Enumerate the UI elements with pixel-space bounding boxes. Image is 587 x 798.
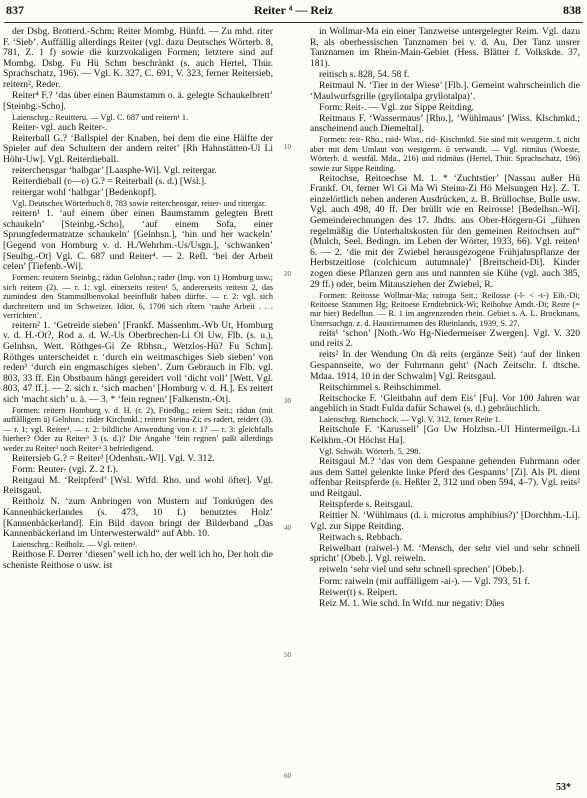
entry-paragraph: Reitmaul N. ‘Tier in der Wiese’ [Flb.]. Gemeint wahrscheinlich die ‘Maulwurfsgrille (gryllotalpa gryllotalpa)’. [310,79,580,102]
entry-paragraph: Reitochse, Reitoechse M. 1. * ‘Zuchtstier’ [Nassau außer Hü Frankf. Ot, ferner Wl Gi Ma Wi Steina-Zi Hö Melsungen Hz]. Z. T. einzelörtlich neben anderen Ausdrücken, z. B. Brüllochse, Bulle usw. Vgl. auch 498, 40 ff. Der brüllt wie en Reirosse! [Bedelhsn.-Wi]. Gemeinderechnungen des 17. Jhdts. aus Ober-Hörgern-Gi „führen regelmäßig die Unterhaltskosten für den gemeinen Reitochsen auf“ (Mulch, Seel. Bedingn. im Leben der Wörter, 1933, 66). Vgl. reiten¹ 6. — 2. ‘die mit der Zwiebel herausgezogene Frühjahrspflanze der Herbstzeitlose (colchicum autumnale)’ [Breitscheid-Di]. Kinder zogen diese Pflanzen gern aus und nannten sie Kühe (vgl. auch 385, 29 ff.) oder, beim Mitausziehen der Zwiebel, R. [310,172,580,290]
entry-paragraph: Reiter- vgl. auch Reiter-. [12,121,108,133]
entry-paragraph: Reitgaul M. ‘Reitpferd’ [Wsl. Wtfd. Rho. und wohl öfter]. Vgl. Reitsgaul. [3,474,273,497]
entry-paragraph: Reitschocke F. ‘Gleitbahn auf dem Eis’ [Fu]. Vor 100 Jahren war angeblich in Stadt Fulda dafür Schawei (s. d.) gebräuchlich. [310,392,580,415]
entry-paragraph: Reiwelbart (raiwel-) M. ‘Mensch, der sehr viel und sehr schnell spricht’ [Obeb.]. Vgl. reiweln. [310,542,580,565]
entry-paragraph: Formen: reuitern Steinbg.; rädun Gelnhsn.; rader (Imp. von 1) Homburg usw.; sich reitern (2). — r. 1: vgl. einerseits reiten¹ 5, andererseits reitein 2, das zumindest den Stammsilbenvokal beeinflußt haben dürfte. — r. 2: vgl. sich durchreitern und im Schweizer. Idiot. 6, 1706 sich rîtern ‘rauhe Arbeit . . . verrichten’. [3,273,273,320]
entry-paragraph: Reiterdieball (ʋ—ʋ) G.? = Reiterball (s. d.) [Wsl.]. [12,176,207,188]
entry-paragraph: Laienschrg.: Redholz. — Vgl. reiten². [12,540,138,550]
entry-paragraph: reits² In der Wendung On dä reits (ergänze Seit) ‘auf der linken Gespannseite, wo der Fuhrmann geht’ (Nach Zeitschr. f. dtsche. Mdaa. 1914, 10 in der Schwalm] Vgl. Reitsgaul. [310,349,580,382]
entry-paragraph: Reiterball G.? ‘Ballspiel der Knaben, bei dem die eine Hälfte der Spieler auf den Schultern der andern reitet’ [Rh Hahnstätten-Ul Li Höhr-Uw]. Vgl. Reiterdieball. [3,132,273,165]
right-column [310,27,580,793]
entry-paragraph: reits¹ ‘schon’ [Noth.-Wo Hg-Niedermeiser Zwergen]. Vgl. V. 320 und reits 2. [310,327,580,350]
entry-paragraph: Reiter⁴ F.? ‘das über einen Baumstamm o. ä. gelegte Schaukelbrett’ [Steinbg.-Scho]. [3,90,273,112]
left-page-number: 837 [6,3,24,17]
left-column [3,27,273,793]
entry-paragraph: Form: Reit-. — Vgl. zur Sippe Reitding. [319,101,475,113]
entry-paragraph: Formen: Reitosse Wollmar-Ma; rairoga Seit.; Reilosse (-l- < -t-) Eib.-Di; Reitoese Stammen Hg; Reitoese Erndtebrück-Wi; Reihohse Amdt.-Di; Reire (= nur hier) Bedelhsn. — R. 1 im angrenzenden rhein. Gebiet s. A. L. Brockmans, Untersuchgn. z. d. Haustiernamen des Rheinlands, 1939, S. 27. [310,290,580,328]
entry-paragraph: in Wollmar-Ma ein einer Tanzweise untergelegter Reim. Vgl. dazu R, als oberhessischen Tanznamen bei v. d. Au, Der Tanz unsrer Tanznamen im Rhein-Main-Gebiet (Hess. Blätter f. Volkskde. 37, 181). [310,27,580,69]
entry-paragraph: Reitholz N. ‘zum Anbringen von Mustern auf Tonkrügen des Kannenbäckerlandes (s. 473, 10 f.) benutztes Holz’ [Kannenbäckerland]. Ein Bild davon bringt der Bilderband „Das Kannenbäckerland im Unterwesterwald“ auf Abb. 10. [3,496,273,540]
entry-paragraph: reitern² 1. ‘Getreide sieben’ [Frankf. Massenhm.-Wb Ut, Homburg v. d. H.-Ot?, Rod a. d. W.-Us Oberbrechen-Li Ol Uw, Flb. (s. u.), Gelnhsn, Wett. Röthges-Gi Ze Rbhsn., Wetzlos-Hü? Fu Schm]. Röthges unterscheidet r. ‘durch ein weitmaschiges Sieb sieben’ von reden³ ‘durch ein engmaschiges sieben’. Zum Gebrauch in Flb. vgl. 803, 33 ff. Ein Obstbaum hängt gereidert voll ‘dicht voll’ [Wett. Vgl. 803, 47 ff.]. — 2. sich r. ‘sich machen’ [Homburg v. d. H.]. Es reitert sich ‘macht sich’ u. ä. — 3. * ‘fein regnen’ [Falkenstn.-Ot]. [3,319,273,405]
entry-paragraph: Reitmaus F. ‘Wassermaus’ [Rho.], ‘Wühlmaus’ [Wiss. Klschmkd.; anscheinend auch Diemeltal]. [310,112,580,135]
entry-paragraph: reitergar wohl ‘halbgar’ [Bedenkopf]. [12,187,157,199]
line-number: 50 [284,651,291,659]
entry-paragraph: reiweln ‘sehr viel und sehr schnell sprechen’ [Obeb.]. [319,564,525,576]
entry-paragraph: Reiz M. 1. Wie schd. In Wtfd. nur negativ: Dåes [319,597,505,609]
entry-paragraph: reitisch s. 828, 54. 58 f. [319,68,410,80]
running-header [6,3,581,21]
entry-paragraph: Reithose F. Derrer ‘diesen’ well ich ho, der well ich ho, Der holt die scheniste Reithose o usw. ist [3,549,273,571]
header-rule [4,22,583,23]
running-title: Reiter ⁴ — Reiz [253,3,333,17]
line-number: 40 [284,524,291,532]
line-number: 10 [284,143,291,151]
entry-paragraph: Reitschimmel s. Reihschimmel. [319,381,442,393]
right-page-number: 838 [563,3,581,17]
entry-paragraph: Form: Reuter- (vgl. Z. 2 f.). [12,463,119,475]
line-number: 60 [284,772,291,780]
entry-paragraph: Reitersieb G.? = Reiter³ [Odenhsn.-Wl]. Vgl. V. 312. [12,452,215,464]
entry-paragraph: reiterchensgar ‘halbgar’ [Laasphe-Wi]. Vgl. reitergar. [12,165,217,177]
entry-paragraph: Laienschrg.: Reuitteru. — Vgl. C. 687 und reitern¹ 1. [12,112,189,122]
entry-paragraph: Reitsgaul M.? ‘das von dem Gespanne gehenden Fuhrmann oder aus dem Sattel gelenkte linke Pferd des Gespanns’ [Zi]. Als Pl. dient offenbar Reitspferde (s. Heßler 2, 312 und oben 594, 4–7). Vgl. reits² und Reitgaul. [310,455,580,499]
entry-paragraph: Vgl. Deutsches Wörterbuch 8, 783 sowie reiterchensgar, reiter- und rittergar. [12,199,267,209]
entry-paragraph: Reitschule F. ‘Karussell’ [Go Uw Holzhsn.-Ul Hintermeilgn.-Li Kelkhm.-Ot Höchst Ha]. [310,424,580,446]
entry-paragraph: Reitspferde s. Reitsgaul. [319,498,413,510]
entry-paragraph: der Dsbg. Brotterd.-Schm; Reiter Mombg. Hünfd. — Zu mhd. riter F. ‘Sieb’. Auffällig allerdings Reiter (vgl. dazu Deutsches Wörterb. 8, 781, Z. 1 f) sowie die kurzvokaligen Formen; letztere sind auf Mombg. Dsbg. Fu Hü Schm beschränkt (s. auch Hertel, Thür. Sprachschatz, 196). — Vgl. K. 327, C. 691, V. 323, ferner Reitersieb, reitern², Reder. [3,27,273,90]
entry-paragraph: Formen: reit- Rho., raid- Wiss., rid- Kischmkd. Sie sind mit westgerm. ī, nicht aber mit dem Umlaut von westgerm. ū verwandt. — Vgl. ritmäus (Woeste, Wörterb. d. westfäl. Mda., 216) und ridmäus (Hertel, Thür. Sprachschatz, 196) sowie zur Sippe Reitding. [310,135,580,173]
entry-paragraph: reitern¹ 1. ‘auf einem über einen Baumstamm gelegten Brett schaukeln’ [Steinbg.-Scho], ‘auf einem Sofa, einer Sprungfedermatratze schaukeln’ [Gelnhsn.], ‘hin und her wackeln’ [Gegend von Homburg v. d. H./Wehrhm.-Us/Usgn.], ‘schwanken’ [Seulbg.-Ot] Vgl. C. 687 und Reiter⁴. — 2. Refl. ‘bei der Arbeit celen’ [Tiefenb.-Wi]. [3,208,273,273]
entry-paragraph: Reitwach s. Rebbach. [319,531,403,543]
signature-mark: 53* [556,782,571,793]
line-number: 30 [284,397,291,405]
entry-paragraph: Laienschrg. Rietschock. — Vgl. V. 312, ferner Reite 1. [319,415,501,425]
entry-paragraph: Vgl. Schwäb. Wörterb. 5, 298. [319,447,421,457]
entry-paragraph: Formen: reitern Homburg v. d. H. (r. 2), Friedbg.; reiern Seit.; rädun (mit auffälligem ä) Gelnhsn.; räder Kirchmkl.; reitern Steina-Zi; es radert, reidert (3). — r. 1; vgl. Reiter³. — r. 2: bildliche Anwendung von r. 1? — r. 3: gleichfalls hierher? Oder zu Reiter³ 3 (s. d.)? Die Angabe ‘fein regnen’ paßt allerdings weder zu Reiter³ noch Reiter³ 3 befriedigend. [3,406,273,453]
line-number-gutter [280,27,306,793]
entry-paragraph: Form: raiweln (mit auffälligem -ai-). — Vgl. 793, 51 f. [319,575,530,587]
entry-paragraph: Reiwer(t) s. Reipert. [319,586,398,598]
line-number: 20 [284,270,291,278]
entry-paragraph: Reittier N. ‘Wühlmaus (d. i. microtus amphibius?)’ [Dorchhm.-Li]. Vgl. zur Sippe Reitding. [310,509,580,532]
